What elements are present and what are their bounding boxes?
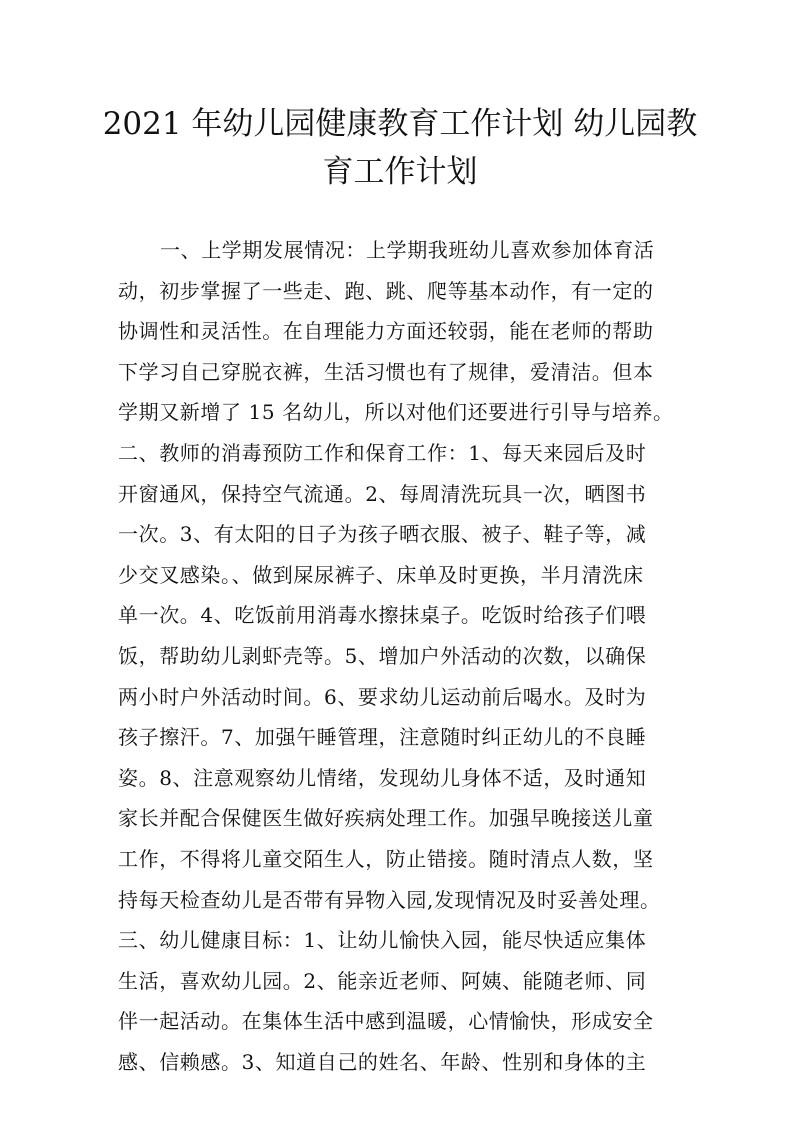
body-line: 孩子擦汗。7、加强午睡管理，注意随时纠正幼儿的不良睡: [118, 725, 647, 750]
body-line: 饭，帮助幼儿剥虾壳等。5、增加户外活动的次数，以确保: [118, 643, 647, 668]
body-line: 下学习自己穿脱衣裤，生活习惯也有了规律，爱清洁。但本: [118, 359, 654, 384]
document-title: [100, 100, 700, 196]
body-line: 持每天检查幼儿是否带有异物入园,发现情况及时妥善处理。: [118, 887, 661, 912]
body-line: 动，初步掌握了一些走、跑、跳、爬等基本动作，有一定的: [118, 278, 654, 303]
body-line: 生活，喜欢幼儿园。2、能亲近老师、阿姨、能随老师、同: [118, 968, 647, 993]
body-line: 少交叉感染。、做到屎尿裤子、床单及时更换，半月清洗床: [118, 562, 644, 587]
body-line: 两小时户外活动时间。6、要求幼儿运动前后喝水。及时为: [118, 684, 647, 709]
body-line: 二、教师的消毒预防工作和保育工作：1、每天来园后及时: [118, 440, 647, 465]
body-line: 单一次。4、吃饭前用消毒水擦抹桌子。吃饭时给孩子们喂: [118, 603, 647, 628]
body-line: 姿。8、注意观察幼儿情绪，发现幼儿身体不适，及时通知: [118, 765, 647, 790]
body-line: 开窗通风，保持空气流通。2、每周清洗玩具一次，晒图书: [118, 481, 647, 506]
body-line: 协调性和灵活性。在自理能力方面还较弱，能在老师的帮助: [118, 319, 654, 344]
body-line: 感、信赖感。3、知道自己的姓名、年龄、性别和身体的主: [118, 1049, 647, 1074]
body-line: 家长并配合保健医生做好疾病处理工作。加强早晚接送儿童: [118, 806, 654, 831]
document-body: [118, 230, 688, 1082]
title-line-2: 育工作计划: [322, 154, 478, 190]
body-line: 一次。3、有太阳的日子为孩子晒衣服、被子、鞋子等，减: [118, 522, 647, 547]
body-line: 学期又新增了 15 名幼儿，所以对他们还要进行引导与培养。: [118, 400, 674, 425]
body-line: 一、上学期发展情况：上学期我班幼儿喜欢参加体育活: [160, 238, 655, 262]
body-line: 工作，不得将儿童交陌生人，防止错接。随时清点人数，坚: [118, 846, 654, 871]
body-line: 三、幼儿健康目标：1、让幼儿愉快入园，能尽快适应集体: [118, 928, 647, 953]
body-line: 伴一起活动。在集体生活中感到温暖，心情愉快，形成安全: [118, 1009, 654, 1034]
title-line-1: 2021 年幼儿园健康教育工作计划 幼儿园教: [102, 106, 698, 142]
